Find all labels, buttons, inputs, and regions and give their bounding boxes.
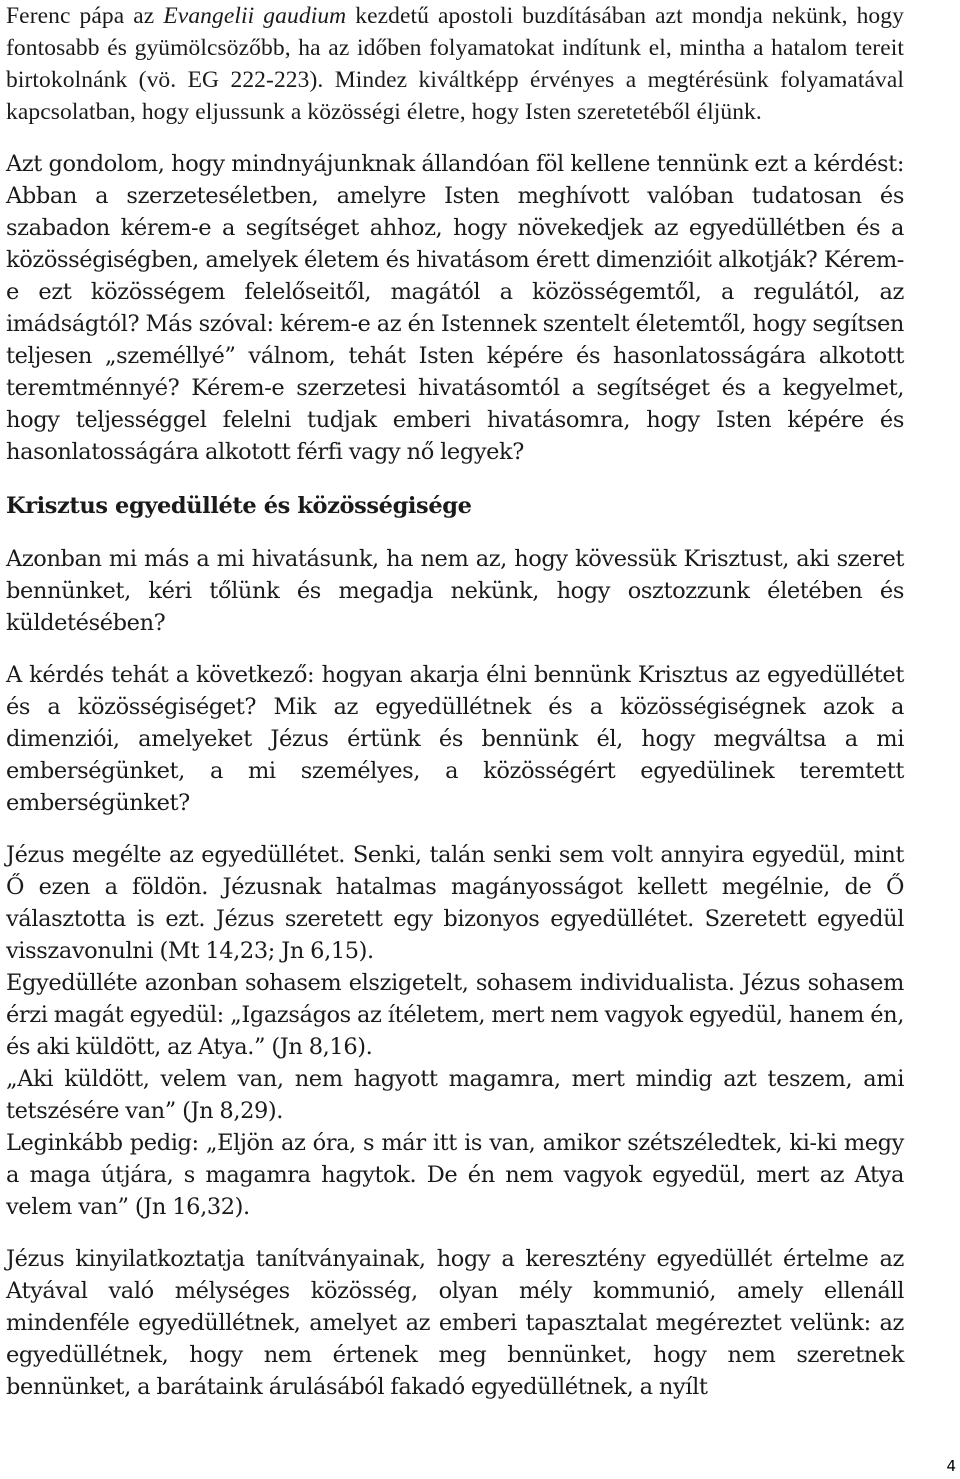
paragraph-question: Azt gondolom, hogy mindnyájunknak állandóan föl kellene tennünk ezt a kérdést: Abban a szerzeteséletben, amelyre Isten meghívott valóban tudatosan és szabadon kérem-e a segítséget ahhoz, hogy növekedjek az egyedüllétben és a közösségiségben, amelyek életem és hivatásom érett dimenzióit alkotják? Kérem-e ezt közösségem felelőseitől, magától a közösségemtől, a regulától, az imádságtól? Más szóval: kérem-e az én Istennek szentelt életemtől, hogy segítsen teljesen „személlyé” válnom, tehát Isten képére és hasonlatosságára alkotott teremtménnyé? Kérem-e szerzetesi hivatásomtól a segítséget és a kegyelmet, hogy teljességgel felelni tudjak emberi hivatásomra, hogy Isten képére és hasonlatosságára alkotott férfi vagy nő legyek? bbox=[6, 151, 904, 465]
section-heading: Krisztus egyedülléte és közösségisége bbox=[6, 493, 472, 519]
paragraph-intro-start: Ferenc pápa az bbox=[6, 3, 164, 29]
paragraph-quote-jn-16-32: Leginkább pedig: „Eljön az óra, s már itt is van, amikor szétszéledtek, ki-ki megy a maga útjára, s magamra hagytok. De én nem vagyok egyedül, mert az Atya velem van” (Jn 16,32). bbox=[6, 1130, 904, 1220]
paragraph-quote-jn-8-29: „Aki küldött, velem van, nem hagyott magamra, mert mindig azt teszem, ami tetszésére van” (Jn 8,29). bbox=[6, 1066, 904, 1124]
document-page bbox=[6, 0, 904, 1403]
document-title-italic: Evangelii gaudium bbox=[163, 3, 347, 29]
paragraph-key-question: A kérdés tehát a következő: hogyan akarja élni bennünk Krisztus az egyedüllétet és a közösségiséget? Mik az egyedüllétnek és a közösségiségnek azok a dimenziói, amelyeket Jézus értünk és bennünk él, hogy megváltsa a mi emberségünket, a mi személyes, a közösségért egyedülinek teremtett emberségünket? bbox=[6, 662, 904, 816]
paragraph-intro bbox=[6, 0, 904, 128]
paragraph-revelation: Jézus kinyilatkoztatja tanítványainak, hogy a keresztény egyedüllét értelme az Atyával való mélységes közösség, olyan mély kommunió, amely ellenáll mindenféle egyedüllétnek, amelyet az emberi tapasztalat megéreztet velünk: az egyedüllétnek, hogy nem értenek meg bennünket, hogy nem szeretnek bennünket, a barátaink árulásából fakadó egyedüllétnek, a nyílt bbox=[6, 1246, 904, 1400]
paragraph-vocation: Azonban mi más a mi hivatásunk, ha nem az, hogy kövessük Krisztust, aki szeret bennünket, kéri tőlünk és megadja nekünk, hogy osztozzunk életében és küldetésében? bbox=[6, 546, 904, 636]
paragraph-not-isolated: Egyedülléte azonban sohasem elszigetelt, sohasem individualista. Jézus sohasem érzi magát egyedül: „Igazságos az ítéletem, mert nem vagyok egyedül, hanem én, és aki küldött, az Atya.” (Jn 8,16). bbox=[6, 970, 904, 1060]
paragraph-solitude: Jézus megélte az egyedüllétet. Senki, talán senki sem volt annyira egyedül, mint Ő ezen a földön. Jézusnak hatalmas magányosságot kellett megélnie, de Ő választotta is ezt. Jézus szeretett egy bizonyos egyedüllétet. Szeretett egyedül visszavonulni (Mt 14,23; Jn 6,15). bbox=[6, 842, 904, 964]
paragraph-intro-rest: kezdetű apostoli buzdításában azt mondja nekünk, hogy fontosabb és gyümölcsözőbb, ha az időben folyamatokat indítunk el, mintha a hatalom tereit birtokolnánk (vö. EG 222-223). Mindez kiváltképp érvényes a megtérésünk folyamatával kapcsolatban, hogy eljussunk a közösségi életre, hogy Isten szeretetéből éljünk. bbox=[6, 3, 904, 125]
page-number: 4 bbox=[946, 1457, 956, 1475]
